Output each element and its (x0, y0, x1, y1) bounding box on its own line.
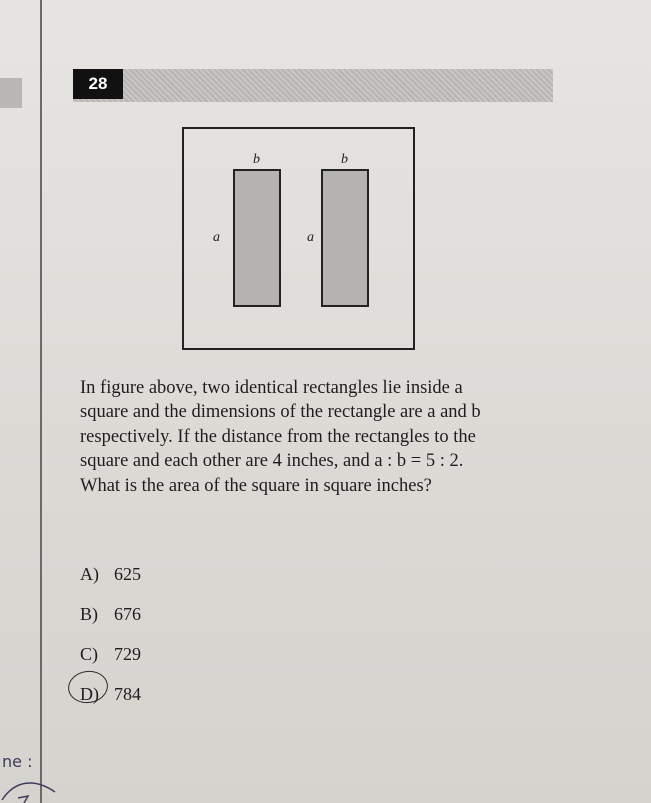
right-rectangle (322, 170, 368, 306)
question-line: square and the dimensions of the rectangle are a and b (80, 402, 481, 423)
question-line: square and each other are 4 inches, and a : b = 5 : 2. (80, 451, 464, 472)
choice-value: 625 (114, 563, 141, 584)
label-a-right: a (307, 230, 314, 245)
question-number: 28 (73, 69, 123, 99)
label-b-left: b (253, 152, 260, 167)
choice-b[interactable] (80, 594, 141, 634)
choice-value: 676 (114, 603, 141, 624)
question-line: respectively. If the distance from the rectangles to the (80, 426, 476, 447)
choice-a[interactable] (80, 554, 141, 594)
geometry-figure (0, 0, 651, 400)
label-b-right: b (341, 152, 348, 167)
handwritten-note: ne : (2, 752, 33, 771)
choice-value: 784 (114, 683, 141, 704)
question-text (80, 376, 550, 498)
question-line: What is the area of the square in square inches? (80, 475, 432, 496)
handwritten-scribble (0, 770, 60, 803)
question-line: In figure above, two identical rectangles lie inside a (80, 378, 463, 398)
choice-c[interactable] (80, 634, 141, 674)
choice-letter: D) (80, 683, 99, 704)
choice-letter: A) (80, 563, 99, 584)
choice-letter: C) (80, 643, 98, 664)
choice-value: 729 (114, 643, 141, 664)
left-rectangle (234, 170, 280, 306)
label-a-left: a (213, 230, 220, 245)
choice-letter: B) (80, 603, 98, 624)
